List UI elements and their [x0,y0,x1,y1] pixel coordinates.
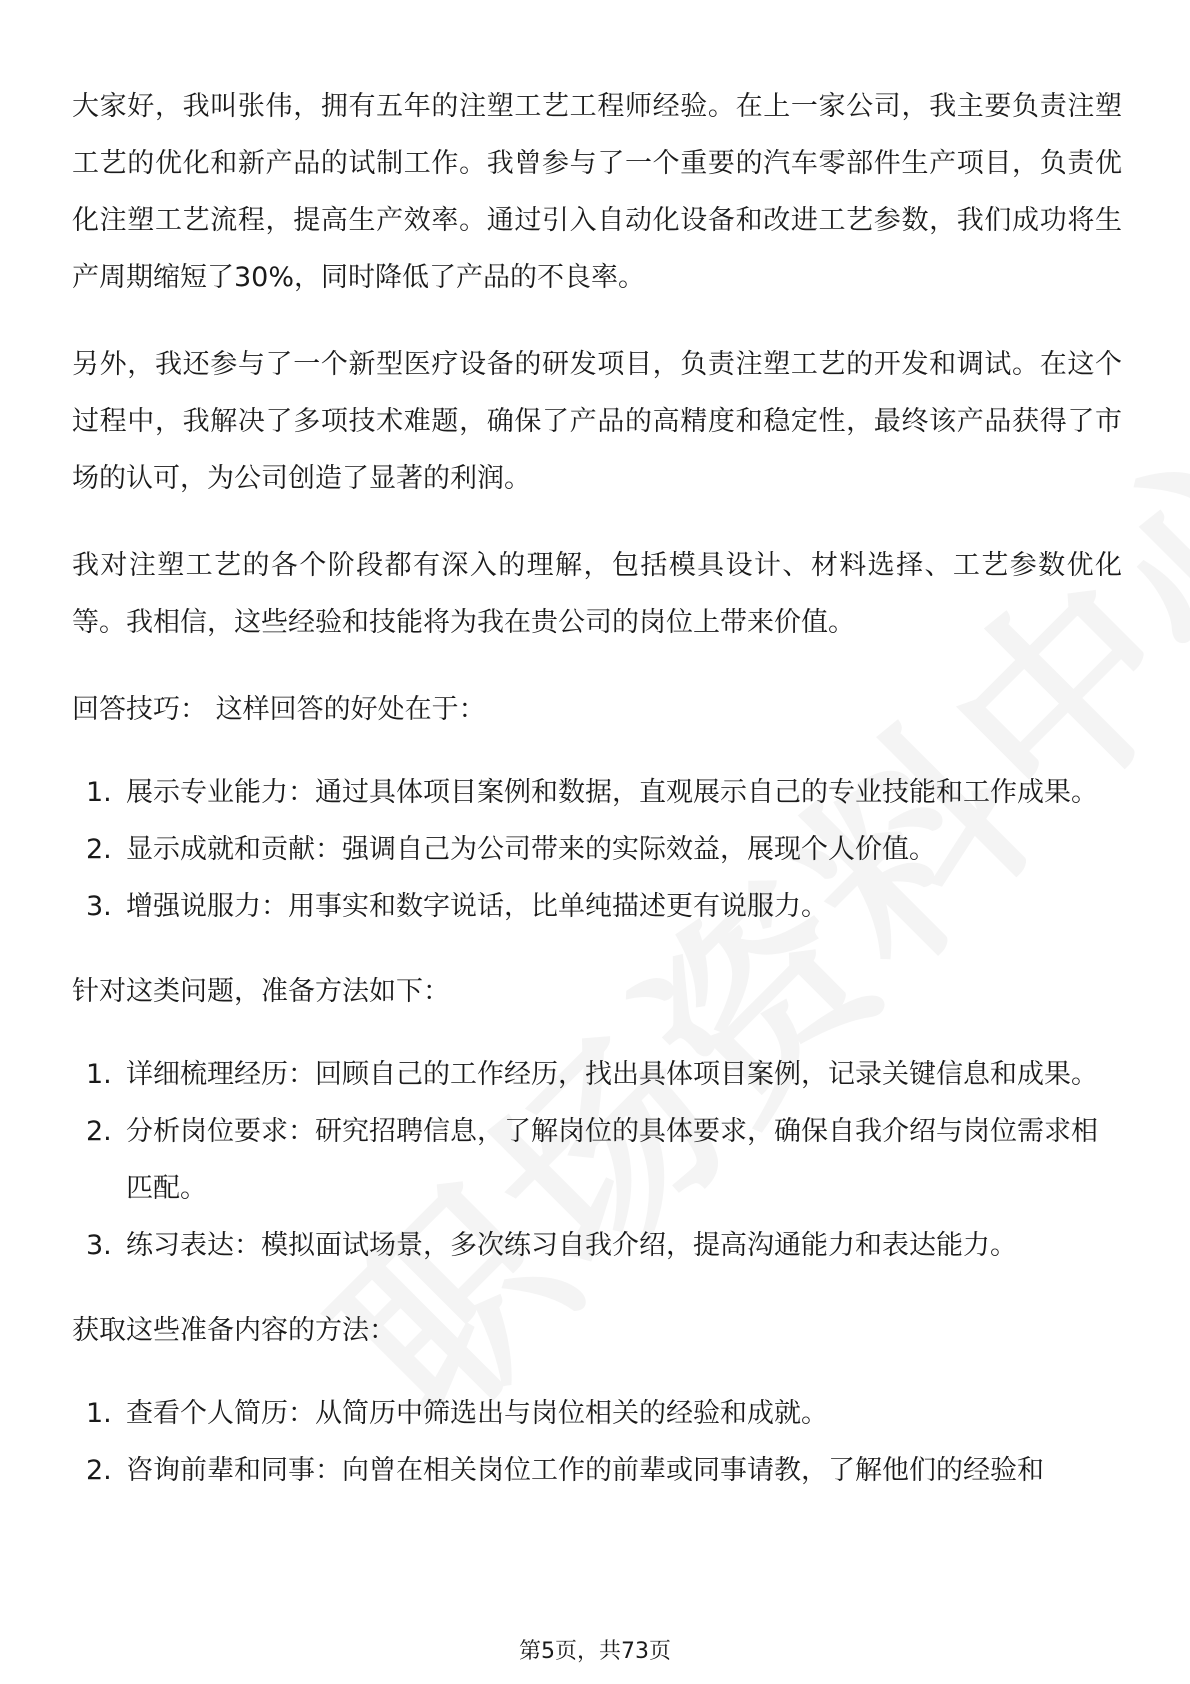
list-item [72,1442,1122,1499]
list-item-number: 3. [86,1230,112,1261]
list-item [72,1385,1122,1442]
tips-list [72,764,1122,935]
list-item-text: 查看个人简历：从简历中筛选出与岗位相关的经验和成就。 [126,1398,828,1429]
list-item-text: 分析岗位要求：研究招聘信息，了解岗位的具体要求，确保自我介绍与岗位需求相匹配。 [126,1116,1098,1204]
list-item-number: 2. [86,1116,112,1147]
tips-heading: 回答技巧： 这样回答的好处在于： [72,694,486,725]
list-item-text: 咨询前辈和同事：向曾在相关岗位工作的前辈或同事请教，了解他们的经验和 [126,1455,1044,1486]
list-item-number: 1. [86,777,112,808]
list-item [72,878,1122,935]
paragraph-understanding: 我对注塑工艺的各个阶段都有深入的理解，包括模具设计、材料选择、工艺参数优化等。我相信，这些经验和技能将为我在贵公司的岗位上带来价值。 [72,550,1122,638]
list-item [72,1046,1122,1103]
paragraph-intro: 大家好，我叫张伟，拥有五年的注塑工艺工程师经验。在上一家公司，我主要负责注塑工艺的优化和新产品的试制工作。我曾参与了一个重要的汽车零部件生产项目，负责优化注塑工艺流程，提高生产效率。通过引入自动化设备和改进工艺参数，我们成功将生产周期缩短了30%，同时降低了产品的不良率。 [72,91,1122,293]
list-item-text: 详细梳理经历：回顾自己的工作经历，找出具体项目案例，记录关键信息和成果。 [126,1059,1098,1090]
list-item-number: 2. [86,834,112,865]
paragraph-medical-project: 另外，我还参与了一个新型医疗设备的研发项目，负责注塑工艺的开发和调试。在这个过程中，我解决了多项技术难题，确保了产品的高精度和稳定性，最终该产品获得了市场的认可，为公司创造了显著的利润。 [72,349,1122,494]
list-item-number: 2. [86,1455,112,1486]
sources-heading: 获取这些准备内容的方法： [72,1315,396,1346]
list-item-text: 展示专业能力：通过具体项目案例和数据，直观展示自己的专业技能和工作成果。 [126,777,1098,808]
list-item [72,1103,1122,1217]
list-item-number: 1. [86,1059,112,1090]
list-item [72,821,1122,878]
list-item [72,764,1122,821]
list-item-number: 1. [86,1398,112,1429]
prep-list [72,1046,1122,1274]
list-item-text: 练习表达：模拟面试场景，多次练习自我介绍，提高沟通能力和表达能力。 [126,1230,1017,1261]
prep-heading: 针对这类问题，准备方法如下： [72,976,450,1007]
page-number: 第5页，共73页 [519,1639,671,1664]
list-item-text: 增强说服力：用事实和数字说话，比单纯描述更有说服力。 [126,891,828,922]
sources-list [72,1385,1122,1499]
document-body [72,78,1122,1527]
list-item [72,1217,1122,1274]
list-item-number: 3. [86,891,112,922]
list-item-text: 显示成就和贡献：强调自己为公司带来的实际效益，展现个人价值。 [126,834,936,865]
